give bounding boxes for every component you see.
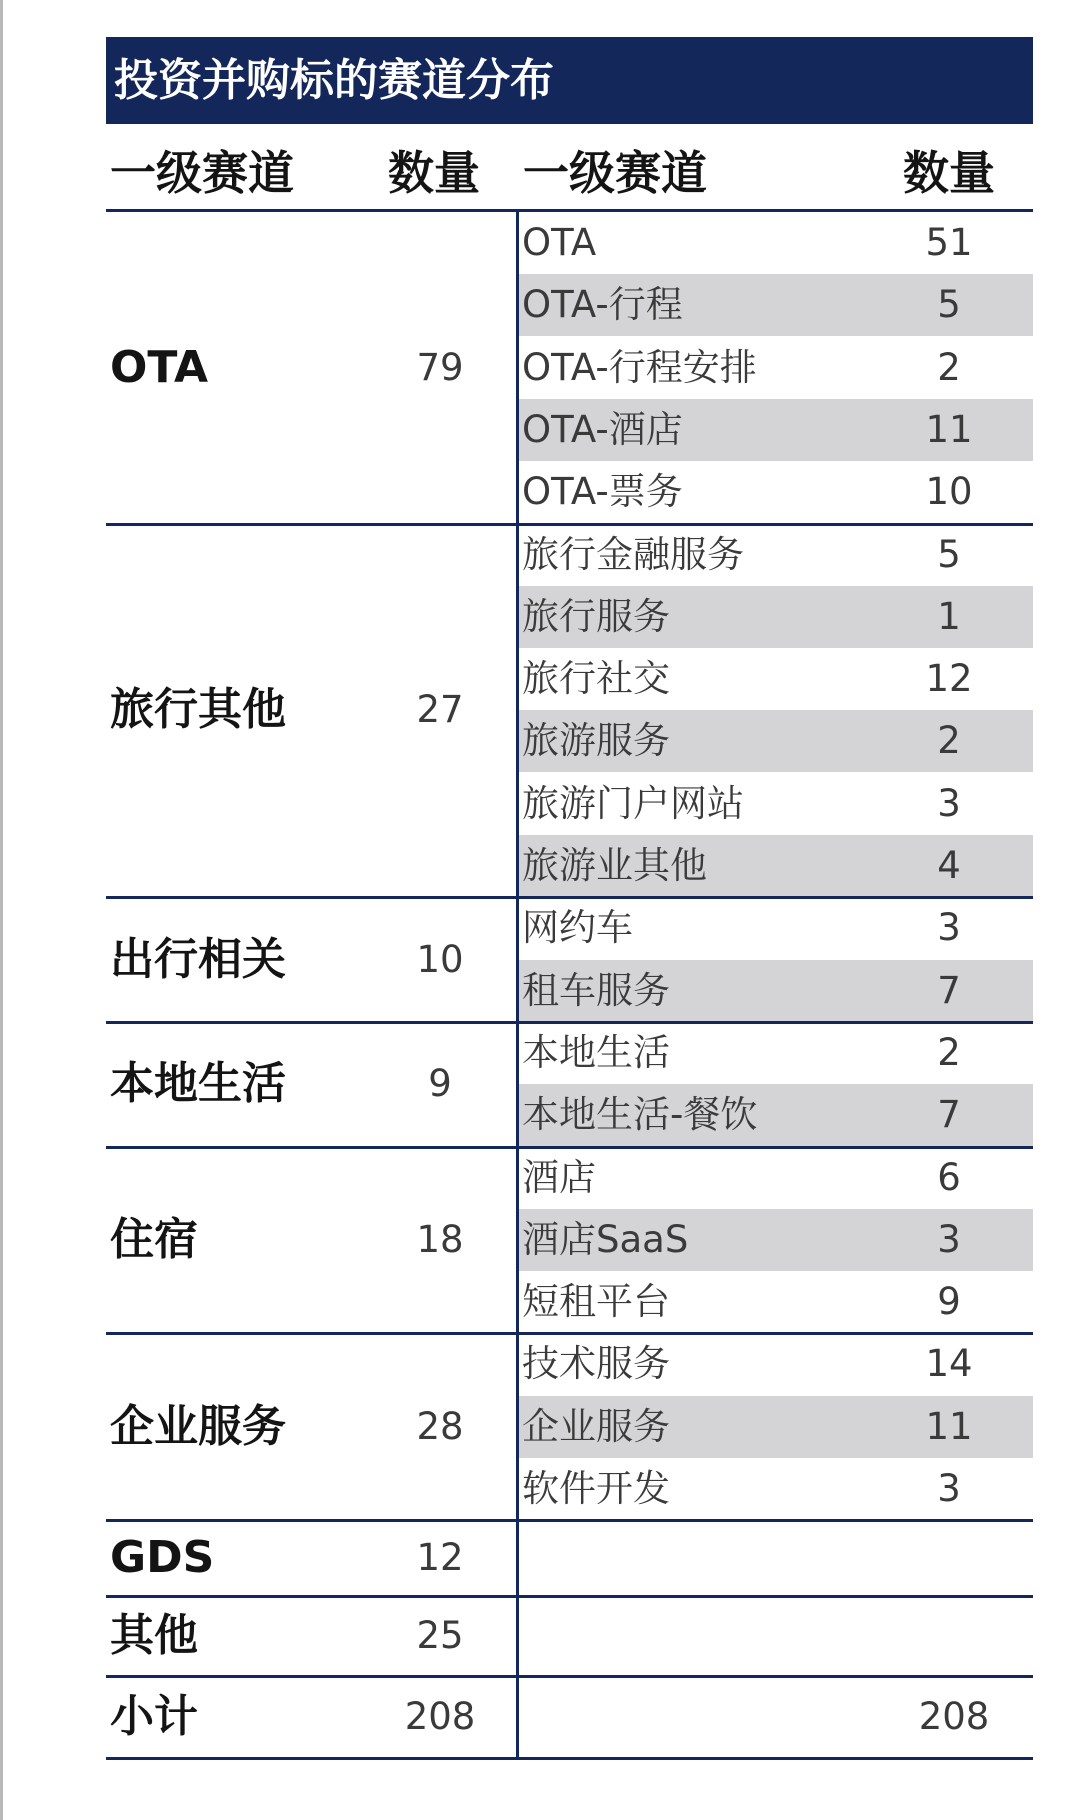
subcategory-count: 3 xyxy=(937,1217,961,1261)
subcategory-row xyxy=(519,1458,1033,1520)
subcategory-count: 3 xyxy=(937,1467,961,1510)
category-count: 10 xyxy=(416,937,464,981)
category-name: 其他 xyxy=(110,1610,198,1662)
category-count: 28 xyxy=(416,1404,464,1448)
subcategory-row xyxy=(519,1147,1033,1209)
subcategory-count: 51 xyxy=(925,221,973,264)
subcategory-name: 企业服务 xyxy=(522,1404,670,1448)
subcategory-count: 5 xyxy=(937,283,961,327)
subcategory-name: 旅游门户网站 xyxy=(522,781,744,825)
subcategory-row xyxy=(519,1271,1033,1333)
subcategory-count: 4 xyxy=(937,844,961,887)
subcategory-count: 7 xyxy=(937,1093,961,1137)
subcategory-row xyxy=(519,1396,1033,1458)
subcategory-count: 7 xyxy=(937,968,961,1012)
subcategory-row xyxy=(519,461,1033,523)
header-left-count: 数量 xyxy=(388,146,480,200)
category-count: 12 xyxy=(416,1536,464,1580)
category-count: 79 xyxy=(416,345,464,389)
subcategory-row xyxy=(519,1084,1033,1146)
subcategory-row xyxy=(519,1209,1033,1271)
subcategory-row xyxy=(519,648,1033,710)
subcategory-count: 11 xyxy=(925,1404,973,1448)
subcategory-row xyxy=(519,274,1033,336)
category-name: 旅行其他 xyxy=(110,684,286,736)
subcategory-name: 旅行社交 xyxy=(522,657,670,701)
subcategory-name: 旅游服务 xyxy=(522,719,670,763)
subcategory-count: 3 xyxy=(937,781,961,825)
subcategory-name: 旅行金融服务 xyxy=(522,532,744,576)
subcategory-name: 软件开发 xyxy=(522,1467,670,1510)
subcategory-row xyxy=(519,773,1033,835)
subcategory-row xyxy=(519,897,1033,959)
subcategory-count: 3 xyxy=(937,906,961,950)
subcategory-name: 网约车 xyxy=(522,906,633,950)
bottom-rule xyxy=(106,1757,1033,1760)
subcategory-count: 11 xyxy=(925,407,973,451)
subcategory-name: OTA xyxy=(522,221,597,264)
subcategory-name: OTA-票务 xyxy=(522,470,683,514)
subcategory-name: 技术服务 xyxy=(522,1342,670,1386)
row-divider xyxy=(106,1595,1033,1598)
subcategory-count: 9 xyxy=(937,1280,961,1324)
subcategory-count: 6 xyxy=(937,1155,961,1199)
subcategory-row xyxy=(519,337,1033,399)
category-count: 18 xyxy=(416,1217,464,1261)
subcategory-count: 2 xyxy=(937,345,961,389)
subcategory-row xyxy=(519,960,1033,1022)
subtotal-left-count: 208 xyxy=(404,1695,476,1739)
category-name: OTA xyxy=(110,341,209,393)
subcategory-count: 10 xyxy=(925,470,973,514)
subcategory-name: 酒店SaaS xyxy=(522,1217,689,1261)
subcategory-name: 本地生活 xyxy=(522,1030,670,1074)
category-name: GDS xyxy=(110,1532,215,1584)
header-right-category: 一级赛道 xyxy=(523,146,707,200)
category-count: 25 xyxy=(416,1614,464,1658)
subcategory-name: OTA-酒店 xyxy=(522,407,683,451)
subcategory-row xyxy=(519,399,1033,461)
subcategory-count: 12 xyxy=(925,657,973,701)
category-name: 企业服务 xyxy=(110,1400,286,1452)
subcategory-name: 旅行服务 xyxy=(522,594,670,638)
subcategory-count: 2 xyxy=(937,1030,961,1074)
subcategory-name: 酒店 xyxy=(522,1155,596,1199)
subcategory-row xyxy=(519,835,1033,897)
subcategory-row xyxy=(519,212,1033,274)
subcategory-name: OTA-行程 xyxy=(522,283,683,327)
subcategory-count: 5 xyxy=(937,532,961,576)
category-name: 出行相关 xyxy=(110,933,286,985)
row-divider xyxy=(106,1675,1033,1678)
subcategory-name: 租车服务 xyxy=(522,968,670,1012)
subcategory-name: 短租平台 xyxy=(522,1280,670,1324)
subcategory-row xyxy=(519,586,1033,648)
row-divider xyxy=(106,1519,1033,1522)
category-count: 9 xyxy=(428,1062,452,1106)
header-right-count: 数量 xyxy=(903,146,995,200)
subcategory-name: 本地生活-餐饮 xyxy=(522,1093,758,1137)
subtotal-right-count: 208 xyxy=(918,1695,990,1739)
category-count: 27 xyxy=(416,688,464,732)
subcategory-count: 1 xyxy=(937,594,961,638)
category-name: 住宿 xyxy=(110,1213,198,1265)
subcategory-count: 14 xyxy=(925,1342,973,1386)
category-name: 本地生活 xyxy=(110,1058,286,1110)
subtotal-label: 小计 xyxy=(110,1691,198,1743)
subcategory-count: 2 xyxy=(937,719,961,763)
table-title: 投资并购标的赛道分布 xyxy=(106,37,1033,124)
subcategory-name: OTA-行程安排 xyxy=(522,345,757,389)
subcategory-row xyxy=(519,524,1033,586)
subcategory-row xyxy=(519,1333,1033,1395)
subcategory-row xyxy=(519,1022,1033,1084)
page-edge xyxy=(0,0,3,1820)
header-left-category: 一级赛道 xyxy=(110,146,294,200)
subcategory-row xyxy=(519,710,1033,772)
subcategory-name: 旅游业其他 xyxy=(522,844,707,887)
